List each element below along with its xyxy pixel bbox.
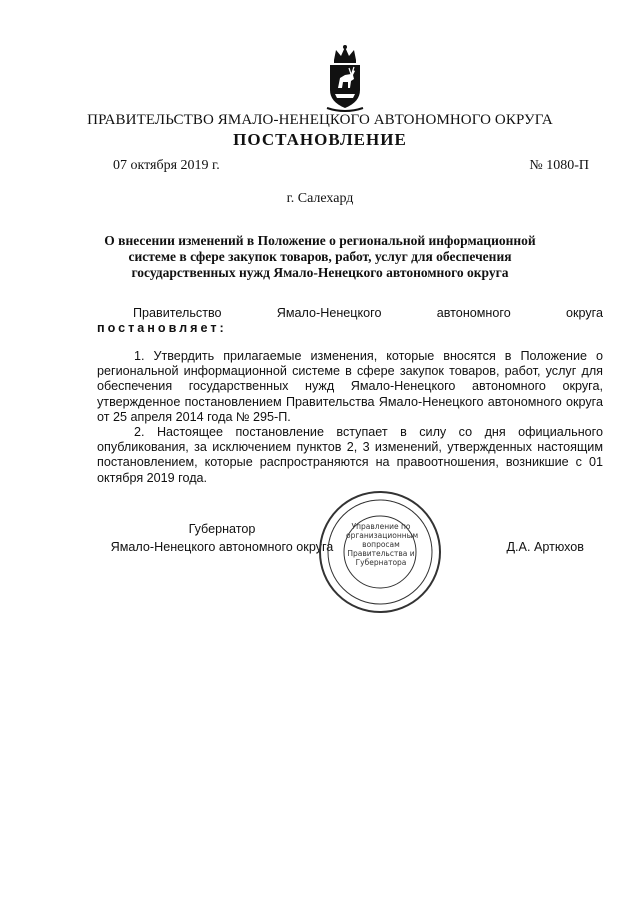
government-name: ПРАВИТЕЛЬСТВО ЯМАЛО-НЕНЕЦКОГО АВТОНОМНОГО ОКРУГА bbox=[87, 112, 553, 128]
signature-position bbox=[97, 520, 347, 556]
signature-position-line: Губернатор bbox=[188, 522, 256, 536]
document-date: 07 октября 2019 г. bbox=[113, 158, 220, 173]
preamble-line bbox=[97, 306, 603, 321]
coat-of-arms-emblem bbox=[324, 44, 366, 112]
preamble-word: автономного bbox=[436, 306, 511, 320]
preamble-word: Правительство bbox=[133, 306, 222, 320]
preamble bbox=[97, 306, 603, 336]
preamble-word: округа bbox=[565, 306, 603, 320]
stamp-inner-text: Управление по организационным вопросам Правительства и Губернатора bbox=[346, 522, 419, 567]
signature-position-line: Ямало-Ненецкого автономного округа bbox=[110, 540, 334, 554]
preamble-word: Ямало-Ненецкого bbox=[276, 306, 382, 320]
decree-word: постановляет: bbox=[97, 321, 227, 336]
signature-name: Д.А. Артюхов bbox=[506, 540, 584, 554]
document-type: ПОСТАНОВЛЕНИЕ bbox=[233, 130, 407, 149]
document-number: № 1080-П bbox=[529, 158, 589, 173]
decree-item: 2. Настоящее постановление вступает в силу со дня официального опубликования, за исключением пунктов 2, 3 изменений, утвержденных настоящим постановлением, которые распространяются на правоотношения, возникшие с 01 октября 2019 года. bbox=[97, 425, 603, 485]
document-subject: О внесении изменений в Положение о региональной информационной системе в сфере закупок товаров, работ, услуг для обеспечения государственных нужд Ямало-Ненецкого автономного округа bbox=[104, 233, 536, 280]
decree-item: 1. Утвердить прилагаемые изменения, которые вносятся в Положение о региональной информационной системе в сфере закупок товаров, работ, услуг для обеспечения государственных нужд Ямало-Ненецкого автономного округа, утвержденное постановлением Правительства Ямало-Ненецкого автономного округа от 25 апреля 2014 года № 295-П. bbox=[97, 349, 603, 424]
decree-items bbox=[97, 349, 603, 486]
document-city: г. Салехард bbox=[286, 191, 354, 206]
